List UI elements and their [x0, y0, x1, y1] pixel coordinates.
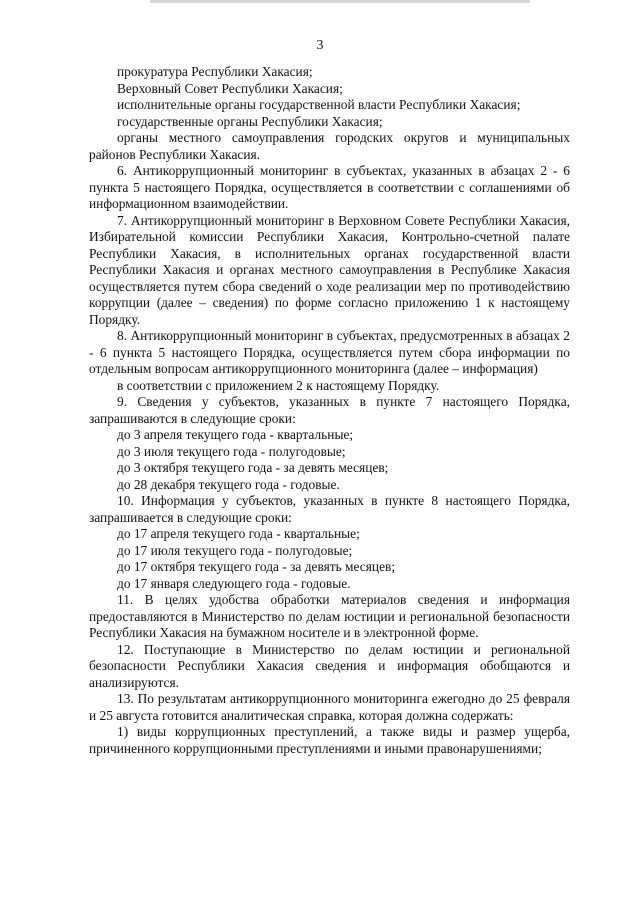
- paragraph: прокуратура Республики Хакасия;: [117, 64, 313, 79]
- paragraph: до 17 июля текущего года - полугодовые;: [117, 542, 353, 558]
- paragraph: Верховный Совет Республики Хакасия;: [117, 80, 343, 96]
- paragraph: в соответствии с приложением 2 к настоящему Порядку.: [117, 377, 440, 393]
- paragraph: 7. Антикоррупционный мониторинг в Верховном Совете Республики Хакасия, Избирательной комиссии Республики Хакасия, Контрольно-счетной палате Республики Хакасия, в исполнительных органах государственной власти Республики Хакасия и органах местного самоуправления в Республике Хакасия осуществляется путем сбора сведений о ходе реализации мер по противодействию коррупции (далее – сведения) по форме согласно приложению 1 к настоящему Порядку.: [89, 212, 570, 327]
- page-number: 3: [316, 38, 324, 53]
- paragraph: до 17 апреля текущего года - квартальные;: [117, 526, 360, 541]
- paragraph: до 3 июля текущего года - полугодовые;: [117, 443, 346, 459]
- paragraph: 11. В целях удобства обработки материалов сведения и информация предоставляются в Министерство по делам юстиции и региональной безопасности Республики Хакасия на бумажном носителе и в электронной форме.: [89, 592, 570, 640]
- paragraph: 13. По результатам антикоррупционного мониторинга ежегодно до 25 февраля и 25 августа готовится аналитическая справка, которая должна содержать:: [89, 691, 570, 723]
- paragraph: до 28 декабря текущего года - годовые.: [117, 476, 340, 492]
- paragraph: 10. Информация у субъектов, указанных в пункте 8 настоящего Порядка, запрашивается в следующие сроки:: [89, 493, 570, 525]
- paragraph: 9. Сведения у субъектов, указанных в пункте 7 настоящего Порядка, запрашиваются в следующие сроки:: [89, 394, 570, 426]
- paragraph: до 17 января следующего года - годовые.: [117, 575, 351, 591]
- paragraph: исполнительные органы государственной власти Республики Хакасия;: [117, 97, 521, 112]
- paragraph: органы местного самоуправления городских округов и муниципальных районов Республики Хакасия.: [89, 130, 570, 162]
- paragraph: 1) виды коррупционных преступлений, а также виды и размер ущерба, причиненного коррупционными преступлениями и иными правонарушениями;: [89, 724, 570, 756]
- paragraph: 8. Антикоррупционный мониторинг в субъектах, предусмотренных в абзацах 2 - 6 пункта 5 настоящего Порядка, осуществляется путем сбора информации по отдельным вопросам антикоррупционного мониторинга (далее – информация): [89, 328, 570, 376]
- paragraph: 6. Антикоррупционный мониторинг в субъектах, указанных в абзацах 2 - 6 пункта 5 настоящего Порядка, осуществляется в соответствии с соглашениями об информационном взаимодействии.: [89, 163, 570, 211]
- paragraph: до 17 октября текущего года - за девять месяцев;: [117, 559, 396, 574]
- scan-edge-line: [150, 0, 530, 3]
- document-body: [89, 64, 570, 757]
- paragraph: до 3 октября текущего года - за девять месяцев;: [117, 460, 389, 475]
- paragraph: 12. Поступающие в Министерство по делам юстиции и региональной безопасности Республики Хакасия сведения и информация обобщаются и анализируются.: [89, 641, 570, 690]
- paragraph: до 3 апреля текущего года - квартальные;: [117, 427, 354, 442]
- paragraph: государственные органы Республики Хакасия;: [117, 113, 383, 129]
